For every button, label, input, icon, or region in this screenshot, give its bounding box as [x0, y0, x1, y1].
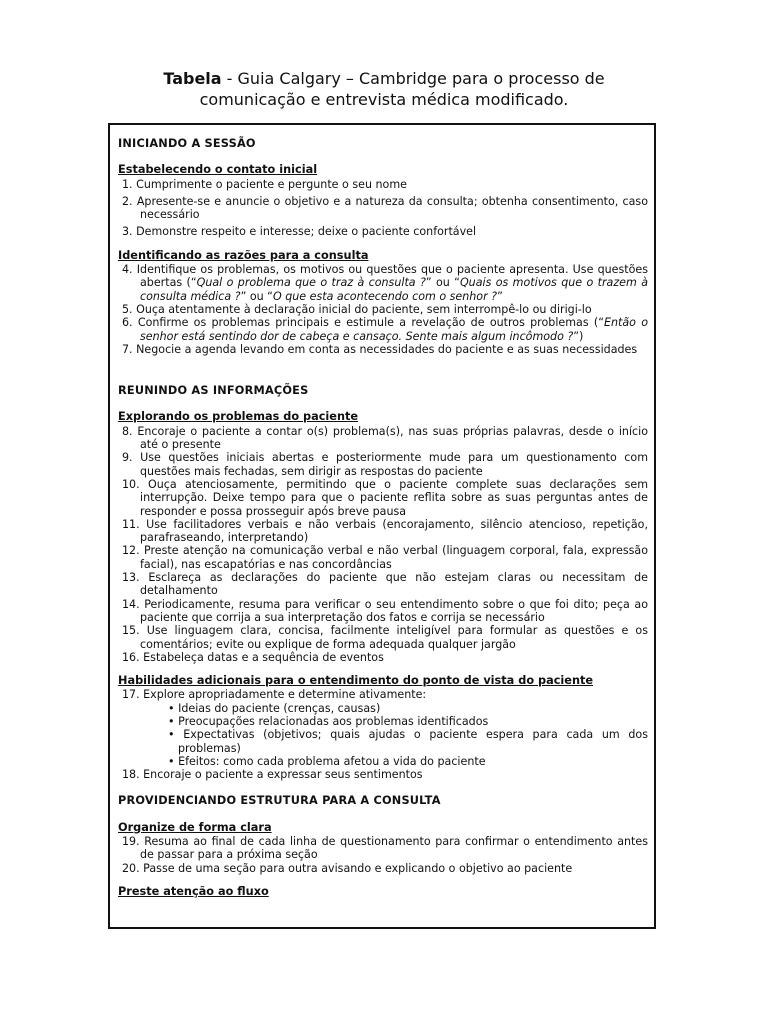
list-item: 5. Ouça atentamente à declaração inicial do paciente, sem interrompê-lo ou dirigi-lo [122, 302, 592, 316]
section-heading-3: PROVIDENCIANDO ESTRUTURA PARA A CONSULTA [118, 794, 441, 808]
list-item: 1. Cumprimente o paciente e pergunte o seu nome [122, 177, 407, 191]
list-item: 11. Use facilitadores verbais e não verbais (encorajamento, silêncio atencioso, repetição, parafraseando, interpretando) [122, 517, 648, 545]
list-item: 15. Use linguagem clara, concisa, facilmente inteligível para formular as questões e os comentários; evite ou explique de forma adequada qualquer jargão [122, 624, 648, 651]
list-item: 2. Apresente-se e anuncie o objetivo e a natureza da consulta; obtenha consentimento, caso necessário [122, 194, 648, 222]
list-item: 20. Passe de uma seção para outra avisando e explicando o objetivo ao paciente [122, 861, 573, 875]
bullet-item: • Efeitos: como cada problema afetou a vida do paciente [168, 754, 486, 768]
document-title [0, 68, 768, 110]
bullet-item: • Ideias do paciente (crenças, causas) [168, 701, 381, 715]
subheading-contact: Estabelecendo o contato inicial [118, 163, 318, 177]
list-item: 10. Ouça atenciosamente, permitindo que o paciente complete suas declarações sem interrupção. Deixe tempo para que o paciente reflita sobre as suas perguntas antes de responder e possa prosseguir após breve pausa [122, 477, 648, 518]
title-bold: Tabela [163, 69, 222, 88]
list-item: 17. Explore apropriadamente e determine ativamente: [122, 688, 427, 702]
guide-table [108, 123, 656, 929]
list-item: 8. Encoraje o paciente a contar o(s) problema(s), nas suas próprias palavras, desde o início até o presente [122, 424, 648, 452]
list-item: 18. Encoraje o paciente a expressar seus sentimentos [122, 768, 423, 782]
section-heading-1: INICIANDO A SESSÃO [118, 137, 256, 150]
list-item: 9. Use questões iniciais abertas e posteriormente mude para um questionamento com questões mais fechadas, sem dirigir as respostas do paciente [122, 451, 648, 478]
subheading-organize: Organize de forma clara [118, 820, 272, 834]
subheading-exploring: Explorando os problemas do paciente [118, 410, 359, 424]
list-item: 3. Demonstre respeito e interesse; deixe o paciente confortável [122, 225, 477, 239]
list-item: 13. Esclareça as declarações do paciente que não estejam claras ou necessitam de detalhamento [122, 571, 648, 598]
list-item: 19. Resuma ao final de cada linha de questionamento para confirmar o entendimento antes de passar para a próxima seção [122, 835, 648, 862]
title-line1: - Guia Calgary – Cambridge para o processo de [221, 69, 605, 88]
title-line2: comunicação e entrevista médica modificado. [199, 90, 569, 109]
list-item: 6. Confirme os problemas principais e estimule a revelação de outros problemas (“Então o senhor está sentindo dor de cabeça e cansaço. Sente mais algum incômodo ?”) [122, 316, 648, 343]
list-item: 7. Negocie a agenda levando em conta as necessidades do paciente e as suas necessidades [122, 342, 638, 356]
list-item: 14. Periodicamente, resuma para verificar o seu entendimento sobre o que foi dito; peça ao paciente que corrija a sua interpretação dos fatos e corrija se necessário [122, 597, 648, 624]
subheading-reasons: Identificando as razões para a consulta [118, 248, 369, 262]
list-item: 16. Estabeleça datas e a sequência de eventos [122, 650, 384, 664]
section-heading-2: REUNINDO AS INFORMAÇÕES [118, 384, 309, 398]
list-item: 12. Preste atenção na comunicação verbal e não verbal (linguagem corporal, fala, expressão facial), nas escapatórias e nas concordâncias [122, 544, 648, 571]
bullet-item: • Preocupações relacionadas aos problemas identificados [168, 714, 489, 728]
list-item: 4. Identifique os problemas, os motivos ou questões que o paciente apresenta. Use questões abertas (“Qual o problema que o traz à consulta ?” ou “Quais os motivos que o trazem à consulta médica ?” ou “O que esta acontecendo com o senhor ?” [122, 263, 648, 303]
bullet-item: • Expectativas (objetivos; quais ajudas o paciente espera para cada um dos problemas) [168, 728, 648, 755]
subheading-additional-skills: Habilidades adicionais para o entendimento do ponto de vista do paciente [118, 674, 594, 688]
subheading-flow: Preste atenção ao fluxo [118, 884, 269, 898]
